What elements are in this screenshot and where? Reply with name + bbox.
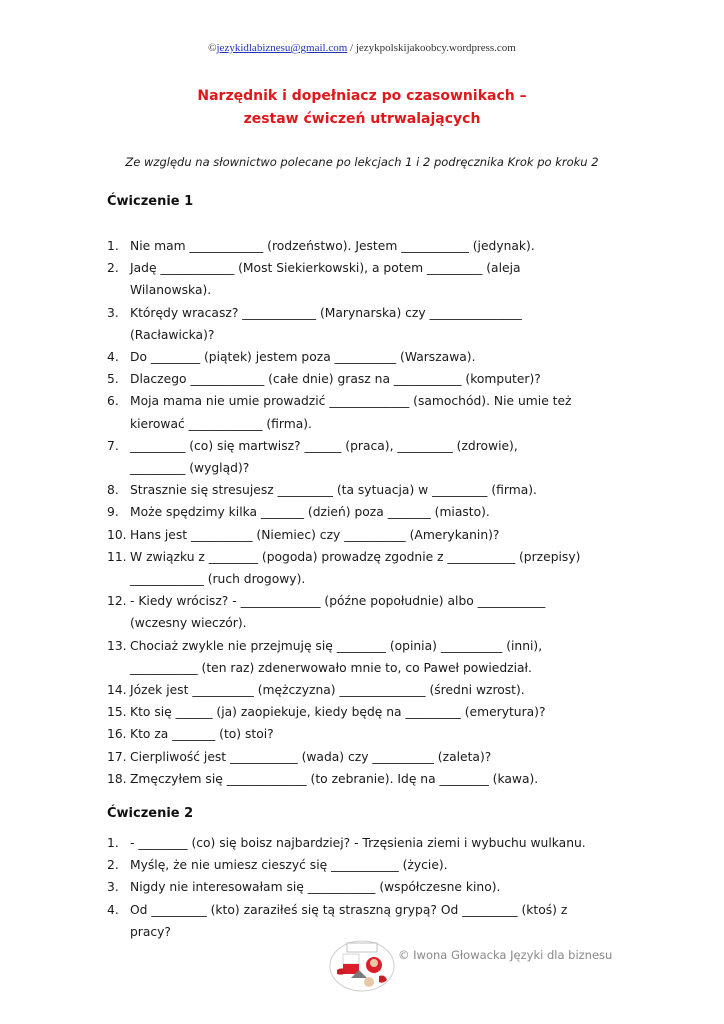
exercise-item-number: 6.	[107, 394, 119, 409]
exercise-item-text: - Kiedy wrócisz? - _____________ (późne popołudnie) albo ___________ (wczesny wieczór).	[130, 594, 546, 631]
exercise-item-number: 12.	[107, 594, 127, 609]
exercise-item-number: 18.	[107, 771, 127, 786]
exercise-item-text: Myślę, że nie umiesz cieszyć się ___________ (życie).	[130, 858, 448, 873]
exercise-item	[107, 479, 607, 501]
exercise-item	[107, 876, 607, 898]
exercise-item-text: Może spędzimy kilka _______ (dzień) poza _______ (miasto).	[130, 505, 490, 520]
exercise-item	[107, 679, 607, 701]
exercise-item-text: Kto za _______ (to) stoi?	[130, 727, 274, 742]
exercise-item	[107, 235, 607, 257]
exercise-item-number: 2.	[107, 858, 119, 873]
exercise-item	[107, 768, 607, 790]
header-separator: /	[347, 42, 356, 54]
exercise-item-text: Chociaż zwykle nie przejmuję się ________ (opinia) __________ (inni), ___________ (ten raz) zdenerwowało mnie to, co Paweł powiedział.	[130, 638, 543, 675]
exercise-item-text: Od _________ (kto) zaraziłeś się tą straszną grypą? Od _________ (ktoś) z pracy?	[130, 902, 568, 939]
exercise-item	[107, 501, 607, 523]
email-link[interactable]: jezykidlabiznesu@gmail.com	[216, 42, 348, 54]
exercise-item	[107, 257, 607, 301]
exercise-item-number: 11.	[107, 549, 127, 564]
exercise-item	[107, 524, 607, 546]
exercise-item-number: 17.	[107, 749, 127, 764]
exercise-item	[107, 346, 607, 368]
exercise-item-text: Nie mam ____________ (rodzeństwo). Jestem ___________ (jedynak).	[130, 239, 535, 253]
exercise-item-text: Kto się ______ (ja) zaopiekuje, kiedy będę na _________ (emerytura)?	[130, 705, 546, 720]
exercise-item	[107, 832, 607, 854]
exercise-item-text: Nigdy nie interesowałam się ___________ (współczesne kino).	[130, 880, 501, 895]
exercise-item-number: 14.	[107, 683, 127, 698]
exercise-item-number: 16.	[107, 727, 127, 742]
exercise-item-number: 10.	[107, 527, 127, 542]
exercise-item-text: - ________ (co) się boisz najbardziej? - Trzęsienia ziemi i wybuchu wulkanu.	[130, 836, 586, 850]
exercise-item-text: Hans jest __________ (Niemiec) czy __________ (Amerykanin)?	[130, 527, 500, 542]
exercise-item	[107, 590, 607, 634]
exercise-item-number: 8.	[107, 483, 119, 498]
exercise-item-number: 1.	[107, 239, 119, 253]
copyright-symbol: ©	[208, 42, 217, 54]
exercise-item-number: 7.	[107, 438, 119, 453]
exercise-item-number: 15.	[107, 705, 127, 720]
page-title-line1: Narzędnik i dopełniacz po czasownikach –	[197, 88, 527, 104]
exercise-item	[107, 746, 607, 768]
exercise-item-number: 1.	[107, 836, 119, 850]
exercise-item	[107, 635, 607, 679]
exercise-item-number: 5.	[107, 372, 119, 387]
exercise-item-number: 9.	[107, 505, 119, 520]
header-line	[0, 42, 724, 54]
exercise-item-text: Cierpliwość jest ___________ (wada) czy __________ (zaleta)?	[130, 749, 492, 764]
exercise2-heading: Ćwiczenie 2	[107, 806, 194, 821]
exercise-item-text: Józek jest __________ (mężczyzna) ______________ (średni wzrost).	[130, 683, 525, 698]
exercise-item-text: _________ (co) się martwisz? ______ (praca), _________ (zdrowie), _________ (wygląd)?	[130, 438, 518, 476]
exercise-item-number: 13.	[107, 638, 127, 653]
exercise-item	[107, 854, 607, 876]
exercise-item	[107, 435, 607, 479]
page-title-line2: zestaw ćwiczeń utrwalających	[243, 111, 481, 127]
exercise-item	[107, 701, 607, 723]
exercise2-list	[107, 832, 607, 943]
exercise-item-text: Moja mama nie umie prowadzić _____________ (samochód). Nie umie też kierować ____________ (firma).	[130, 394, 572, 431]
exercise-item-text: Do ________ (piątek) jestem poza __________ (Warszawa).	[130, 350, 476, 365]
exercise-item-number: 2.	[107, 261, 119, 276]
page-subtitle: Ze względu na słownictwo polecane po lekcjach 1 i 2 podręcznika Krok po kroku 2	[125, 155, 599, 169]
exercise-item	[107, 302, 607, 346]
exercise-item	[107, 723, 607, 745]
exercise-item	[107, 899, 607, 943]
exercise-item-number: 4.	[107, 902, 119, 917]
exercise-item-text: W związku z ________ (pogoda) prowadzę zgodnie z ___________ (przepisy) ____________ (ruch drogowy).	[130, 549, 581, 587]
footer-logo-area	[329, 940, 395, 992]
exercise1-heading: Ćwiczenie 1	[107, 194, 194, 209]
exercise-item-text: Którędy wracasz? ____________ (Marynarska) czy _______________ (Racławicka)?	[130, 305, 522, 342]
exercise-item-text: Jadę ____________ (Most Siekierkowski), a potem _________ (aleja Wilanowska).	[130, 261, 521, 298]
exercise-item-number: 3.	[107, 880, 119, 895]
exercise-item	[107, 546, 607, 590]
exercise-item	[107, 390, 607, 434]
exercise1-list	[107, 235, 607, 790]
exercise-item	[107, 368, 607, 390]
polski-logo-image	[329, 940, 395, 992]
exercise-item-number: 3.	[107, 305, 119, 320]
exercise-item-number: 4.	[107, 350, 119, 365]
exercise-item-text: Dlaczego ____________ (całe dnie) grasz na ___________ (komputer)?	[130, 372, 541, 387]
blog-link[interactable]: jezykpolskijakoobcy.wordpress.com	[355, 42, 516, 54]
footer-copyright: © Iwona Głowacka Języki dla biznesu	[398, 948, 613, 962]
exercise-item-text: Zmęczyłem się _____________ (to zebranie). Idę na ________ (kawa).	[130, 771, 539, 786]
exercise-item-text: Strasznie się stresujesz _________ (ta sytuacja) w _________ (firma).	[130, 483, 537, 498]
polski-logo	[329, 940, 395, 992]
